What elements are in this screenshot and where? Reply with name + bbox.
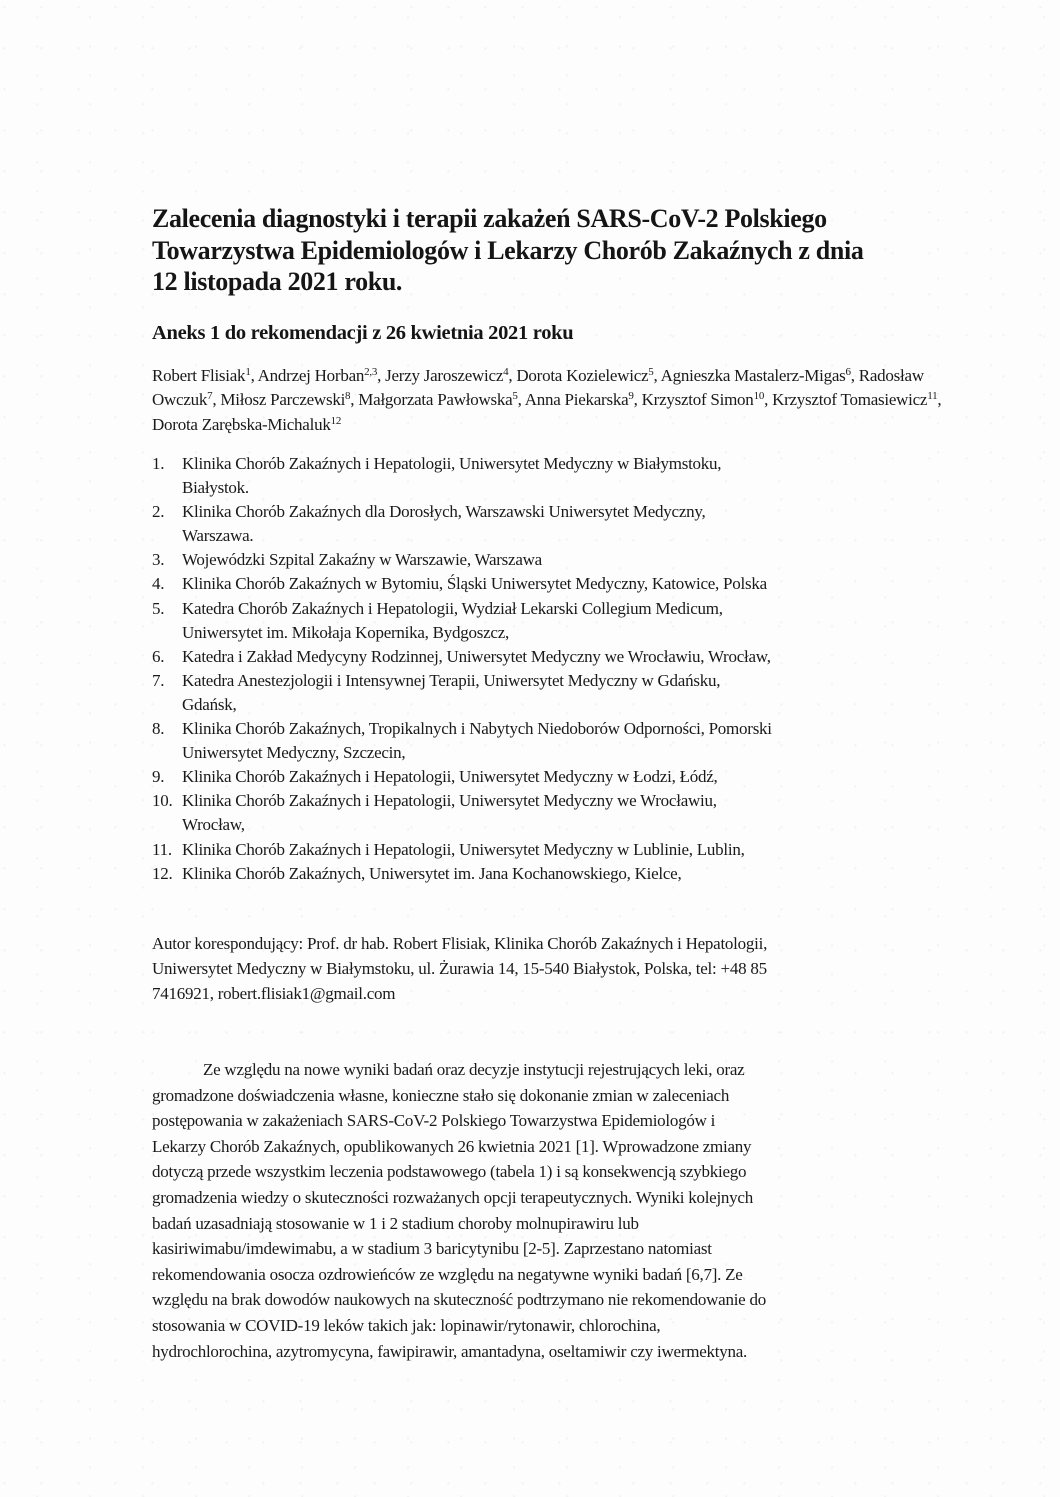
affiliation-item: [152, 669, 932, 717]
affiliation-line: Klinika Chorób Zakaźnych dla Dorosłych, Warszawski Uniwersytet Medyczny,: [182, 502, 706, 522]
affiliation-line: Klinika Chorób Zakaźnych w Bytomiu, Śląski Uniwersytet Medyczny, Katowice, Polska: [182, 574, 767, 594]
affiliation-line: Wrocław,: [182, 815, 245, 835]
body-line: Lekarzy Chorób Zakaźnych, opublikowanych 26 kwietnia 2021 [1]. Wprowadzone zmiany: [152, 1136, 752, 1156]
affiliation-line: Wojewódzki Szpital Zakaźny w Warszawie, Warszawa: [182, 550, 542, 570]
document-title: [152, 203, 952, 298]
affiliation-number: 11.: [152, 839, 172, 859]
affiliation-line: Uniwersytet Medyczny, Szczecin,: [182, 743, 406, 763]
body-line: stosowania w COVID-19 leków takich jak: lopinawir/rytonawir, chlorochina,: [152, 1315, 661, 1335]
body-line: postępowania w zakażeniach SARS-CoV-2 Polskiego Towarzystwa Epidemiologów i: [152, 1111, 716, 1131]
author-affiliation-ref: 9: [628, 390, 634, 403]
affiliation-line: Klinika Chorób Zakaźnych, Tropikalnych i Nabytych Niedoborów Odporności, Pomorski: [182, 719, 772, 739]
affiliation-item: [152, 548, 932, 572]
affiliation-line: Klinika Chorób Zakaźnych i Hepatologii, Uniwersytet Medyczny we Wrocławiu,: [182, 791, 717, 811]
affiliation-item: [152, 500, 932, 548]
affiliation-line: Klinika Chorób Zakaźnych i Hepatologii, Uniwersytet Medyczny w Białymstoku,: [182, 454, 722, 473]
affiliation-line: Katedra i Zakład Medycyny Rodzinnej, Uniwersytet Medyczny we Wrocławiu, Wrocław,: [182, 646, 771, 666]
author-affiliation-ref: 8: [345, 390, 351, 403]
body-line: względu na brak dowodów naukowych na skuteczność podtrzymano nie rekomendowanie do: [152, 1290, 766, 1310]
document-subtitle: Aneks 1 do rekomendacji z 26 kwietnia 2021 roku: [152, 322, 574, 344]
body-line: kasiriwimabu/imdewimabu, a w stadium 3 baricytynibu [2-5]. Zaprzestano natomiast: [152, 1239, 712, 1259]
body-line: badań uzasadniają stosowanie w 1 i 2 stadium choroby molnupirawiru lub: [152, 1213, 639, 1233]
author-list: Robert Flisiak$^1$, Andrzej Horban$^{2,3}$, Jerzy Jaroszewicz$^4$, Dorota Kozielewicz$^5$, Agnieszka Mastalerz-Migas$^6$, Radosław Owczuk$^7$, Miłosz Parczewski$^8$, Małgorzata Pawłowska$^5$, Anna Piekarska$^9$, Krzysztof Simon$^{10}$, Krzysztof Tomasiewicz$^{11}$, Dorota Zarębska-Michaluk$^{12}$: [152, 366, 942, 434]
affiliation-number: 12.: [152, 863, 173, 883]
author-name: Agnieszka Mastalerz-Migas: [660, 366, 846, 385]
corresponding-author-line: 7416921, robert.flisiak1@gmail.com: [152, 984, 396, 1003]
author-affiliation-ref: 1: [245, 366, 251, 378]
author-name: Małgorzata Pawłowska: [358, 390, 513, 410]
author-affiliation-ref: 7: [207, 390, 213, 403]
body-line: hydrochlorochina, azytromycyna, fawipirawir, amantadyna, oseltamiwir czy iwermektyna.: [152, 1341, 748, 1361]
affiliation-line: Katedra Chorób Zakaźnych i Hepatologii, Wydział Lekarski Collegium Medicum,: [182, 598, 723, 618]
affiliation-number: 9.: [152, 767, 165, 787]
author-name: Anna Piekarska: [524, 390, 629, 410]
author-name: Dorota Zarębska-Michaluk: [152, 414, 331, 434]
author-affiliation-ref: 4: [503, 366, 509, 378]
affiliation-item: [152, 717, 932, 765]
affiliation-line: Klinika Chorób Zakaźnych, Uniwersytet im. Jana Kochanowskiego, Kielce,: [182, 863, 682, 883]
affiliation-number: 10.: [152, 791, 173, 811]
author-name: Miłosz Parczewski: [220, 390, 346, 410]
body-line: dotyczą przede wszystkim leczenia podstawowego (tabela 1) i są konsekwencją szybkiego: [152, 1162, 747, 1182]
body-line: gromadzone doświadczenia własne, konieczne stało się dokonanie zmian w zaleceniach: [152, 1085, 730, 1105]
affiliation-line: Gdańsk,: [182, 694, 237, 714]
affiliation-item: [152, 645, 932, 669]
affiliation-item: [152, 572, 932, 596]
affiliation-line: Klinika Chorób Zakaźnych i Hepatologii, Uniwersytet Medyczny w Łodzi, Łódź,: [182, 767, 718, 787]
affiliation-item: [152, 765, 932, 789]
affiliation-line: Klinika Chorób Zakaźnych i Hepatologii, Uniwersytet Medyczny w Lublinie, Lublin,: [182, 839, 745, 859]
author-affiliation-ref: 5: [648, 366, 654, 378]
affiliation-number: 7.: [152, 670, 165, 690]
author-name: Krzysztof Tomasiewicz: [772, 390, 928, 410]
author-affiliation-ref: 12: [330, 414, 342, 427]
author-name: Jerzy Jaroszewicz: [385, 366, 504, 385]
title-line: Zalecenia diagnostyki i terapii zakażeń SARS-CoV-2 Polskiego: [152, 204, 827, 233]
author-affiliation-ref: 5: [512, 390, 518, 403]
affiliation-item: [152, 789, 932, 837]
affiliation-list: [152, 452, 932, 886]
affiliation-item: [152, 838, 932, 862]
title-line: 12 listopada 2021 roku.: [152, 267, 403, 296]
affiliation-item: [152, 862, 932, 886]
affiliation-number: 2.: [152, 502, 165, 522]
affiliation-number: 8.: [152, 719, 165, 739]
affiliation-line: Uniwersytet im. Mikołaja Kopernika, Bydgoszcz,: [182, 622, 510, 642]
author-name: Krzysztof Simon: [641, 390, 754, 410]
author-affiliation-ref: 2,3: [364, 366, 378, 378]
body-line: Ze względu na nowe wyniki badań oraz decyzje instytucji rejestrujących leki, oraz: [203, 1060, 745, 1079]
affiliation-number: 5.: [152, 598, 165, 618]
author-name: Robert Flisiak: [152, 366, 246, 385]
body-line: rekomendowania osocza ozdrowieńców ze względu na negatywne wyniki badań [6,7]. Ze: [152, 1264, 743, 1284]
body-line: gromadzenia wiedzy o skuteczności rozważanych opcji terapeutycznych. Wyniki kolejnych: [152, 1187, 753, 1207]
affiliation-number: 4.: [152, 574, 165, 594]
author-name: Dorota Kozielewicz: [516, 366, 649, 385]
author-name: Andrzej Horban: [257, 366, 365, 385]
author-name: Radosław Owczuk: [152, 366, 924, 410]
corresponding-author-line: Uniwersytet Medyczny w Białymstoku, ul. Żurawia 14, 15-540 Białystok, Polska, tel: +48 85: [152, 959, 767, 978]
affiliation-line: Warszawa.: [182, 526, 254, 546]
body-paragraph: [152, 1057, 927, 1364]
author-affiliation-ref: 11: [927, 390, 938, 403]
affiliation-line: Białystok.: [182, 478, 249, 498]
affiliation-item: [152, 452, 932, 500]
corresponding-author-line: Autor korespondujący: Prof. dr hab. Robert Flisiak, Klinika Chorób Zakaźnych i Hepatologii,: [152, 934, 768, 953]
affiliation-item: [152, 597, 932, 645]
author-affiliation-ref: 10: [753, 390, 765, 403]
corresponding-author: [152, 931, 932, 1006]
affiliation-number: 3.: [152, 550, 165, 570]
author-affiliation-ref: 6: [845, 366, 851, 378]
title-line: Towarzystwa Epidemiologów i Lekarzy Chorób Zakaźnych z dnia: [152, 235, 864, 265]
affiliation-number: 6.: [152, 646, 165, 666]
affiliation-number: 1.: [152, 454, 165, 473]
affiliation-line: Katedra Anestezjologii i Intensywnej Terapii, Uniwersytet Medyczny w Gdańsku,: [182, 670, 721, 690]
